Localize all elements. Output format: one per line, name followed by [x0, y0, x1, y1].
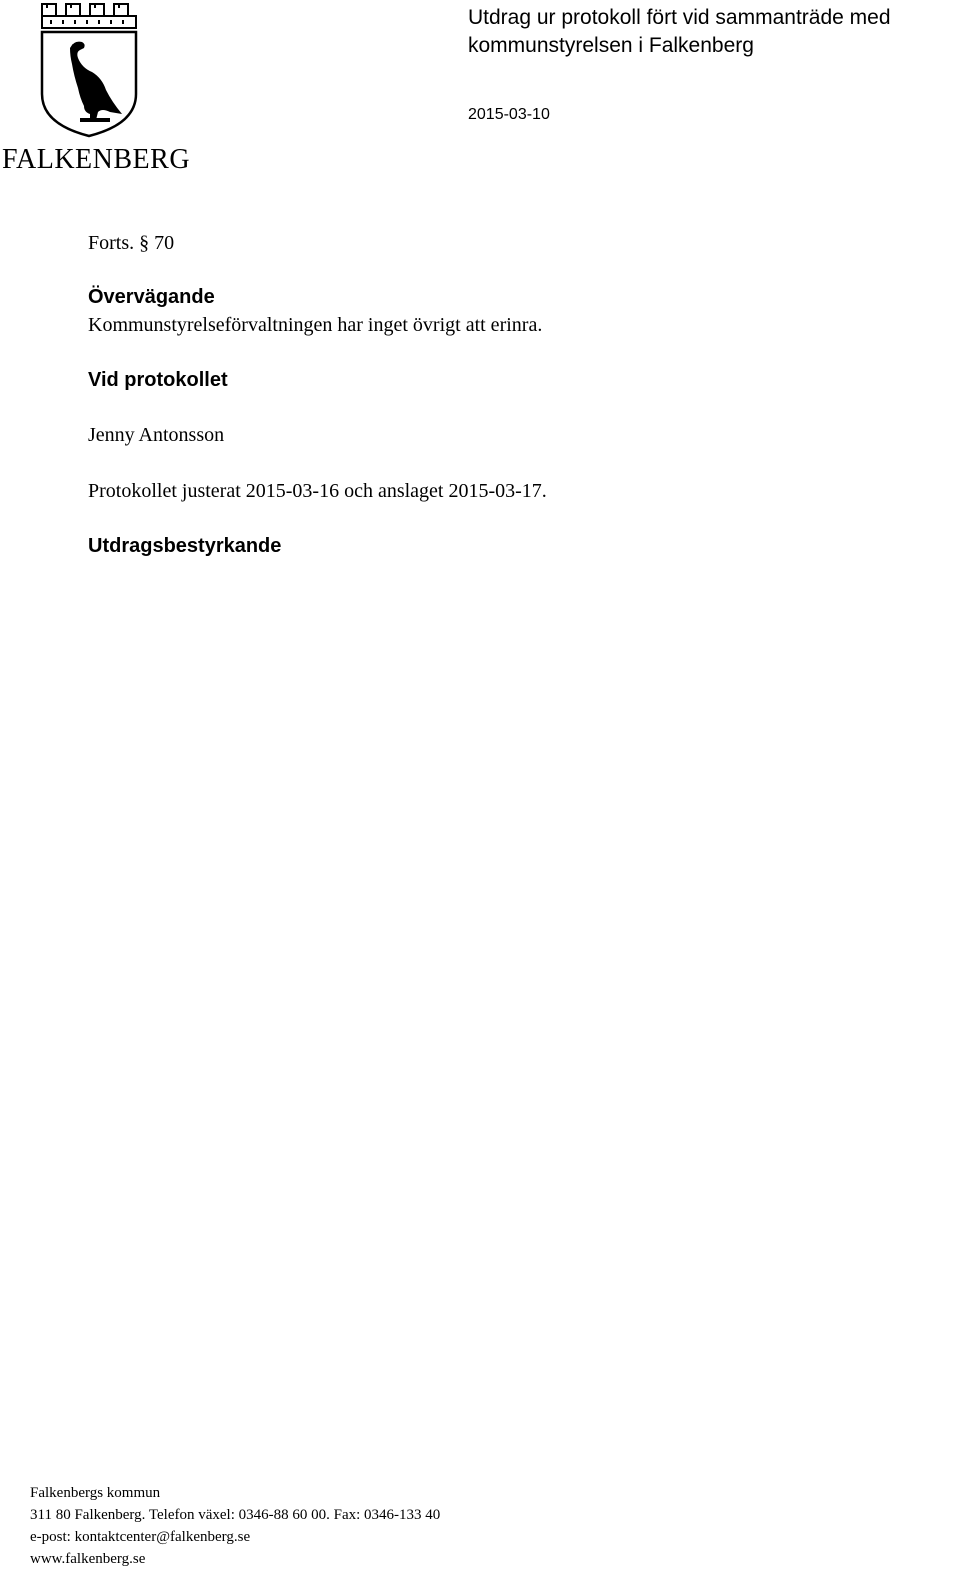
footer-email: e-post: kontaktcenter@falkenberg.se [30, 1529, 251, 1545]
adjusted-text: Protokollet justerat 2015-03-16 och anslaget 2015-03-17. [88, 480, 547, 502]
heading-consideration: Övervägande [88, 286, 215, 308]
footer-org: Falkenbergs kommun [30, 1485, 161, 1501]
consideration-text: Kommunstyrelseförvaltningen har inget övrigt att erinra. [88, 314, 543, 336]
falcon-crest-icon [40, 2, 138, 138]
document-title: Utdrag ur protokoll fört vid sammanträde med kommunstyrelsen i Falkenberg [468, 6, 891, 57]
heading-minutes: Vid protokollet [88, 369, 228, 391]
document-date: 2015-03-10 [468, 106, 550, 123]
municipality-logo [0, 0, 191, 180]
logo-wordmark: FALKENBERG [2, 144, 191, 175]
continuation-label: Forts. § 70 [88, 232, 175, 254]
heading-certification: Utdragsbestyrkande [88, 535, 282, 557]
footer-address: 311 80 Falkenberg. Telefon växel: 0346-88 60 00. Fax: 0346-133 40 [30, 1507, 441, 1523]
footer-web: www.falkenberg.se [30, 1551, 146, 1567]
secretary-name: Jenny Antonsson [88, 424, 225, 446]
